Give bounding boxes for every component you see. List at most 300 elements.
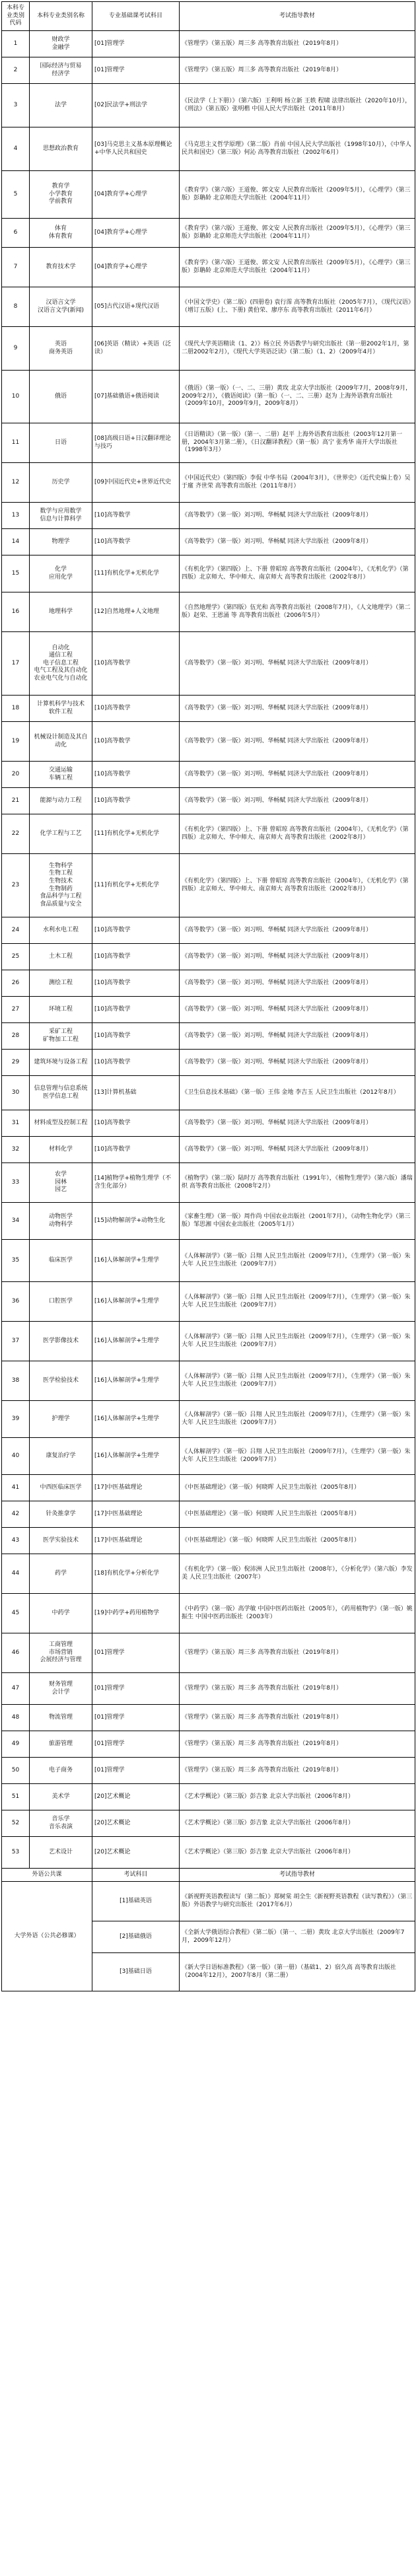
row-exam-subject: [01]管理学 — [92, 57, 180, 84]
row-major-names — [30, 762, 92, 788]
table-row — [2, 127, 415, 171]
row-major-names — [30, 1673, 92, 1705]
table-row — [2, 1438, 415, 1475]
major-name: 软件工程 — [48, 708, 73, 715]
major-name: 日语 — [54, 439, 67, 446]
major-name: 农学 — [54, 1171, 67, 1178]
row-major-names — [30, 1322, 92, 1361]
major-name: 康复治疗学 — [46, 1452, 76, 1459]
row-exam-subject: [04]教育学+心理学 — [92, 219, 180, 248]
major-name: 思想政治教育 — [42, 145, 79, 152]
major-name: 中西医临床医学 — [40, 1484, 82, 1491]
major-name: 应用化学 — [48, 573, 73, 581]
row-exam-subject: [10]高等数学 — [92, 1023, 180, 1050]
row-exam-subject: [11]有机化学+无机化学 — [92, 555, 180, 592]
row-exam-subject: [04]教育学+心理学 — [92, 171, 180, 219]
table-row — [2, 287, 415, 327]
row-major-names — [30, 127, 92, 171]
major-exam-table-body — [2, 31, 415, 1869]
major-name: 会计学 — [52, 1688, 70, 1696]
table-row — [2, 1361, 415, 1401]
table-row — [2, 463, 415, 503]
row-major-names — [30, 1837, 92, 1869]
row-major-names — [30, 1401, 92, 1438]
major-name: 动物医学 — [48, 1213, 73, 1220]
table-row — [2, 1240, 415, 1282]
row-code: 13 — [2, 503, 30, 529]
row-code: 6 — [2, 219, 30, 248]
table-row — [2, 1673, 415, 1705]
row-exam-materials: 《人体解剖学》（第一版）吕翔 人民卫生出版社（2009年7月），《生理学》（第一版）朱大年 人民卫生出版社（2009年7月） — [180, 1240, 415, 1282]
row-exam-materials: 《自然地理学》（第四版）伍光和 高等教育出版社（2008年7月），《人文地理学》（第二版）赵荣、王恩涌 等 高等教育出版社（2006年5月） — [180, 592, 415, 632]
table-row — [2, 632, 415, 696]
major-name: 食品科学与工程 — [40, 893, 82, 900]
row-code: 28 — [2, 1023, 30, 1050]
row-exam-subject: [01]管理学 — [92, 31, 180, 57]
public-exam-materials: 《新视野英语教程读写（第二版）》郑树棠 胡全生《新视野英语教程（读写教程）》（第三版）外语教学与研究出版社（2017年6月） — [180, 1882, 415, 1921]
row-major-names — [30, 1705, 92, 1731]
major-name: 机械设计制造及其自动化 — [34, 733, 88, 748]
row-exam-materials: 《教育学》（第六版）王道俊、郭文安 人民教育出版社（2009年5月），《心理学》（第三版）彭聃龄 北京师范大学出版社（2004年11月） — [180, 248, 415, 287]
row-exam-subject: [09]中国近代史+世界近代史 — [92, 463, 180, 503]
major-name: 经济学 — [52, 70, 70, 77]
major-name: 化学工程与工艺 — [40, 830, 82, 837]
major-name: 土木工程 — [48, 952, 73, 960]
row-code: 38 — [2, 1361, 30, 1401]
row-exam-subject: [18]有机化学+分析化学 — [92, 1554, 180, 1594]
public-header-subject: 考试科目 — [92, 1869, 180, 1882]
row-major-names — [30, 219, 92, 248]
row-major-names — [30, 1240, 92, 1282]
row-exam-subject: [11]有机化学+无机化学 — [92, 854, 180, 917]
major-name: 体育教育 — [48, 233, 73, 240]
table-row — [2, 327, 415, 371]
row-exam-materials: 《有机化学》（第四版）上、下册 曾昭琼 高等教育出版社（2004年），《无机化学》（第四版）北京师大、华中师大、南京师大 高等教育出版社（2002年8月） — [180, 854, 415, 917]
row-major-names — [30, 1023, 92, 1050]
table-row — [2, 529, 415, 555]
row-exam-subject: [12]自然地理+人文地理 — [92, 592, 180, 632]
row-exam-subject: [01]管理学 — [92, 1633, 180, 1673]
row-exam-materials: 《管理学》（第五版）周三多 高等教育出版社（2019年8月） — [180, 31, 415, 57]
table-row — [2, 171, 415, 219]
major-name: 数学与应用数学 — [40, 507, 82, 515]
row-exam-subject: [11]有机化学+无机化学 — [92, 814, 180, 854]
public-header-row — [2, 1869, 415, 1882]
row-major-names — [30, 171, 92, 219]
row-exam-subject: [16]人体解剖学+生理学 — [92, 1282, 180, 1322]
row-major-names — [30, 917, 92, 944]
table-row — [2, 1023, 415, 1050]
major-name: 能源与动力工程 — [40, 797, 82, 804]
row-exam-subject: [02]民法学+刑法学 — [92, 84, 180, 127]
row-code: 4 — [2, 127, 30, 171]
row-major-names — [30, 1050, 92, 1076]
row-exam-materials: 《现代大学英语精读（1、2）》杨立民 外语教学与研究出版社（第一册2002年1月，第二册2002年2月），《现代大学英语泛读》（第二版）（1、2）（2009年4月） — [180, 327, 415, 371]
row-exam-materials: 《中国近代史》（第四版）李侃 中华书局（2004年3月），《世界史》（近代史编上卷）吴于廑 齐世荣 高等教育出版社（2011年8月） — [180, 463, 415, 503]
table-row — [2, 1633, 415, 1673]
major-name: 财政学 — [52, 36, 70, 43]
row-major-names — [30, 555, 92, 592]
major-name: 针灸推拿学 — [46, 1510, 76, 1517]
row-code: 20 — [2, 762, 30, 788]
row-exam-subject: [20]艺术概论 — [92, 1810, 180, 1837]
row-exam-subject: [17]中医基础理论 — [92, 1501, 180, 1528]
row-major-names — [30, 997, 92, 1023]
table-row — [2, 219, 415, 248]
row-exam-subject: [08]高级日语+日汉翻译理论与技巧 — [92, 423, 180, 463]
row-major-names — [30, 722, 92, 762]
row-exam-subject: [15]动物解剖学+动物生化 — [92, 1203, 180, 1240]
row-major-names — [30, 1784, 92, 1810]
row-code: 41 — [2, 1475, 30, 1501]
row-exam-materials: 《高等数学》（第一版）刘习明、华畅赋 同济大学出版社（2009年8月） — [180, 529, 415, 555]
table-row — [2, 592, 415, 632]
public-course-table-body — [2, 1869, 415, 1991]
row-exam-materials: 《人体解剖学》（第一版）吕翔 人民卫生出版社（2009年7月），《生理学》（第一版）朱大年 人民卫生出版社（2009年7月） — [180, 1322, 415, 1361]
table-row — [2, 1554, 415, 1594]
row-code: 25 — [2, 944, 30, 970]
table-row — [2, 423, 415, 463]
header-exam-subject: 专业基础课考试科目 — [92, 2, 180, 31]
row-major-names — [30, 503, 92, 529]
major-name: 汉语言文学 — [46, 299, 76, 306]
major-name: 医学实验技术 — [42, 1536, 79, 1544]
table-row — [2, 1322, 415, 1361]
row-major-names — [30, 1633, 92, 1673]
row-major-names — [30, 1731, 92, 1758]
row-code: 26 — [2, 970, 30, 997]
row-exam-subject: [13]计算机基础 — [92, 1076, 180, 1110]
major-name: 园林 — [54, 1178, 67, 1186]
major-name: 英语 — [54, 340, 67, 347]
major-name: 矿物加工工程 — [42, 1036, 79, 1043]
major-name: 化学 — [54, 565, 67, 573]
row-exam-subject: [10]高等数学 — [92, 696, 180, 722]
major-name: 通信工程 — [48, 652, 73, 659]
row-major-names — [30, 1282, 92, 1322]
row-major-names — [30, 31, 92, 57]
public-exam-subject: [1]基础英语 — [92, 1882, 180, 1921]
row-exam-materials: 《人体解剖学》（第一版）吕翔 人民卫生出版社（2009年7月），《生理学》（第一版）朱大年 人民卫生出版社（2009年7月） — [180, 1401, 415, 1438]
major-name: 信息与计算科学 — [40, 515, 82, 522]
table-row — [2, 1594, 415, 1633]
row-exam-subject: [10]高等数学 — [92, 917, 180, 944]
row-code: 12 — [2, 463, 30, 503]
row-code: 31 — [2, 1110, 30, 1137]
row-exam-subject: [07]基础俄语+俄语阅读 — [92, 371, 180, 423]
header-category-code: 本科专业类别代码 — [2, 2, 30, 31]
row-major-names — [30, 696, 92, 722]
row-code: 19 — [2, 722, 30, 762]
major-name: 物理学 — [52, 538, 70, 545]
row-exam-subject: [20]艺术概论 — [92, 1837, 180, 1869]
row-code: 51 — [2, 1784, 30, 1810]
row-exam-materials: 《艺术学概论》（第三版）彭吉象 北京大学出版社（2006年8月） — [180, 1837, 415, 1869]
row-major-names — [30, 1501, 92, 1528]
row-exam-materials: 《家畜生理》（第一版）周作尚 中国农业出版社（2001年7月），《动物生物化学》（第三版）邹思湘 中国农业出版社（2005年1月） — [180, 1203, 415, 1240]
row-exam-materials: 《中医基础理论》（第一版）何晓晖 人民卫生出版社（2005年8月） — [180, 1475, 415, 1501]
row-code: 7 — [2, 248, 30, 287]
public-exam-subject: [2]基础俄语 — [92, 1921, 180, 1953]
row-code: 16 — [2, 592, 30, 632]
row-exam-materials: 《高等数学》（第一版）刘习明、华畅赋 同济大学出版社（2009年8月） — [180, 917, 415, 944]
row-code: 27 — [2, 997, 30, 1023]
major-name: 体育 — [54, 225, 67, 232]
major-name: 旅游管理 — [48, 1740, 73, 1747]
row-major-names — [30, 423, 92, 463]
major-name: 商务英语 — [48, 348, 73, 355]
row-code: 49 — [2, 1731, 30, 1758]
table-row — [2, 1705, 415, 1731]
public-exam-materials: 《全新大学俄语综合教程》（第二版）（第一、二册）黄玫 北京大学出版社（2009年7月，2009年12月） — [180, 1921, 415, 1953]
row-exam-materials: 《高等数学》（第一版）刘习明、华畅赋 同济大学出版社（2009年8月） — [180, 696, 415, 722]
table-row — [2, 1401, 415, 1438]
major-name: 车辆工程 — [48, 774, 73, 781]
table-row — [2, 1501, 415, 1528]
row-major-names — [30, 463, 92, 503]
row-major-names — [30, 788, 92, 814]
row-exam-materials: 《高等数学》（第一版）刘习明、华畅赋 同济大学出版社（2009年8月） — [180, 997, 415, 1023]
row-code: 1 — [2, 31, 30, 57]
row-exam-materials: 《日语精读》（第一版）（第一、二册）赵平 上海外语教育出版社（2003年12月第一册，2004年3月第二册），《日汉翻译教程》（第一版）高宁 张秀华 南开大学出版社（1998年3月） — [180, 423, 415, 463]
row-exam-materials: 《艺术学概论》（第三版）彭吉象 北京大学出版社（2006年8月） — [180, 1784, 415, 1810]
row-code: 37 — [2, 1322, 30, 1361]
row-exam-subject: [10]高等数学 — [92, 722, 180, 762]
major-name: 财务管理 — [48, 1680, 73, 1688]
row-major-names — [30, 970, 92, 997]
row-exam-subject: [14]植物学+植物生理学（不含生化部分） — [92, 1163, 180, 1203]
row-exam-materials: 《教育学》（第六版）王道俊、郭文安 人民教育出版社（2009年5月），《心理学》（第三版）彭聃龄 北京师范大学出版社（2004年11月） — [180, 219, 415, 248]
row-exam-materials: 《高等数学》（第一版）刘习明、华畅赋 同济大学出版社（2009年8月） — [180, 1023, 415, 1050]
row-exam-subject: [01]管理学 — [92, 1673, 180, 1705]
table-row — [2, 555, 415, 592]
row-code: 2 — [2, 57, 30, 84]
row-exam-materials: 《高等数学》（第一版）刘习明、华畅赋 同济大学出版社（2009年8月） — [180, 722, 415, 762]
major-name: 电气工程及其自动化 — [34, 667, 88, 674]
table-row — [2, 31, 415, 57]
major-name: 环境工程 — [48, 1005, 73, 1013]
major-name: 市场营销 — [48, 1649, 73, 1656]
table-row — [2, 762, 415, 788]
row-exam-subject: [04]教育学+心理学 — [92, 248, 180, 287]
public-group-label: 大学外语（公共必修课） — [2, 1882, 92, 1991]
row-major-names — [30, 1203, 92, 1240]
row-major-names — [30, 1475, 92, 1501]
major-name: 水利水电工程 — [42, 926, 79, 933]
table-row — [2, 1784, 415, 1810]
row-exam-subject: [10]高等数学 — [92, 762, 180, 788]
row-code: 11 — [2, 423, 30, 463]
major-name: 医学信息工程 — [42, 1092, 79, 1100]
row-exam-subject: [17]中医基础理论 — [92, 1475, 180, 1501]
row-exam-materials: 《俄语》（第一版）（一、二、三册）黄玫 北京大学出版社（2009年7月，2008年9月，2009年2月），《俄语阅读》（第一版）（一、二、三册）赵为 上海外语教育出版社（2009年10月，2009年9月，2009年8月） — [180, 371, 415, 423]
row-exam-materials: 《高等数学》（第一版）刘习明、华畅赋 同济大学出版社（2009年8月） — [180, 1137, 415, 1163]
table-row — [2, 1758, 415, 1784]
major-name: 农业电气化与自动化 — [34, 674, 88, 682]
row-exam-materials: 《管理学》（第五版）周三多 高等教育出版社（2019年8月） — [180, 1633, 415, 1673]
table-row — [2, 1076, 415, 1110]
table-row — [2, 997, 415, 1023]
row-exam-subject: [16]人体解剖学+生理学 — [92, 1438, 180, 1475]
row-exam-subject: [10]高等数学 — [92, 944, 180, 970]
major-name: 中药学 — [52, 1609, 70, 1616]
row-code: 45 — [2, 1594, 30, 1633]
document-page — [1, 1, 415, 2575]
row-code: 29 — [2, 1050, 30, 1076]
table-row — [2, 722, 415, 762]
row-major-names — [30, 1810, 92, 1837]
major-name: 口腔医学 — [48, 1297, 73, 1305]
row-exam-subject: [10]高等数学 — [92, 529, 180, 555]
row-exam-subject: [10]高等数学 — [92, 1050, 180, 1076]
row-exam-materials: 《教育学》（第六版）王道俊、郭文安 人民教育出版社（2009年5月），《心理学》（第三版）彭聃龄 北京师范大学出版社（2004年11月） — [180, 171, 415, 219]
row-exam-subject: [19]中药学+药用植物学 — [92, 1594, 180, 1633]
table-row — [2, 1137, 415, 1163]
row-major-names — [30, 57, 92, 84]
row-exam-materials: 《中医基础理论》（第一版）何晓晖 人民卫生出版社（2005年8月） — [180, 1528, 415, 1554]
public-row — [2, 1882, 415, 1921]
table-row — [2, 1163, 415, 1203]
major-name: 医学影像技术 — [42, 1337, 79, 1344]
row-code: 48 — [2, 1705, 30, 1731]
row-exam-materials: 《高等数学》（第一版）刘习明、华畅赋 同济大学出版社（2009年8月） — [180, 762, 415, 788]
table-row — [2, 917, 415, 944]
row-exam-materials: 《高等数学》（第一版）刘习明、华畅赋 同济大学出版社（2009年8月） — [180, 1050, 415, 1076]
row-exam-materials: 《马克思主义哲学原理》（第二版）肖前 中国人民大学出版社（1998年10月），《中华人民共和国史》（第三版）何沁 高等教育出版社（2002年6月） — [180, 127, 415, 171]
row-major-names — [30, 854, 92, 917]
major-name: 材料化学 — [48, 1145, 73, 1153]
major-name: 护理学 — [52, 1415, 70, 1422]
major-name: 采矿工程 — [48, 1028, 73, 1035]
row-exam-subject: [10]高等数学 — [92, 997, 180, 1023]
row-code: 22 — [2, 814, 30, 854]
major-name: 园艺 — [54, 1186, 67, 1194]
major-name: 临床医学 — [48, 1256, 73, 1264]
row-exam-subject: [20]艺术概论 — [92, 1784, 180, 1810]
major-name: 国际经济与贸易 — [40, 62, 82, 69]
major-name: 历史学 — [52, 478, 70, 485]
major-exam-table — [1, 1, 415, 1869]
row-major-names — [30, 592, 92, 632]
row-code: 44 — [2, 1554, 30, 1594]
row-exam-materials: 《民法学（上下册）》（第六版）王利明 杨立新 王轶 程啸 法律出版社（2020年10月），《刑法》（第五版）张明楷 中国人民大学出版社（2011年8月） — [180, 84, 415, 127]
row-exam-subject: [10]高等数学 — [92, 970, 180, 997]
row-code: 50 — [2, 1758, 30, 1784]
major-name: 生物科学 — [48, 862, 73, 869]
row-code: 46 — [2, 1633, 30, 1673]
row-code: 18 — [2, 696, 30, 722]
row-exam-materials: 《管理学》（第五版）周三多 高等教育出版社（2019年8月） — [180, 1758, 415, 1784]
row-major-names — [30, 1076, 92, 1110]
row-exam-materials: 《有机化学》（第四版）上、下册 曾昭琼 高等教育出版社（2004年），《无机化学》（第四版）北京师大、华中师大、南京师大 高等教育出版社（2002年8月） — [180, 814, 415, 854]
row-exam-subject: [10]高等数学 — [92, 1110, 180, 1137]
table-row — [2, 1050, 415, 1076]
table-row — [2, 970, 415, 997]
row-major-names — [30, 814, 92, 854]
row-code: 34 — [2, 1203, 30, 1240]
table-row — [2, 1282, 415, 1322]
row-exam-materials: 《有机化学》（第四版）上、下册 曾昭琼 高等教育出版社（2004年），《无机化学》（第四版）北京师大、华中师大、南京师大 高等教育出版社（2002年8月） — [180, 555, 415, 592]
table-row — [2, 1810, 415, 1837]
table-row — [2, 1528, 415, 1554]
table-row — [2, 944, 415, 970]
row-exam-materials: 《管理学》（第五版）周三多 高等教育出版社（2019年8月） — [180, 57, 415, 84]
row-code: 8 — [2, 287, 30, 327]
row-code: 35 — [2, 1240, 30, 1282]
table-row — [2, 1203, 415, 1240]
major-name: 小学教育 — [48, 190, 73, 197]
row-exam-subject: [06]英语（精读）+英语（泛读） — [92, 327, 180, 371]
row-code: 14 — [2, 529, 30, 555]
row-major-names — [30, 529, 92, 555]
row-exam-materials: 《高等数学》（第一版）刘习明、华畅赋 同济大学出版社（2009年8月） — [180, 1110, 415, 1137]
public-course-table — [1, 1868, 415, 1991]
major-name: 测绘工程 — [48, 979, 73, 986]
table-row — [2, 814, 415, 854]
row-code: 33 — [2, 1163, 30, 1203]
table-row — [2, 1731, 415, 1758]
major-name: 教育技术学 — [46, 263, 76, 270]
row-exam-materials: 《管理学》（第五版）周三多 高等教育出版社（2019年8月） — [180, 1731, 415, 1758]
row-major-names — [30, 1163, 92, 1203]
row-code: 53 — [2, 1837, 30, 1869]
row-exam-materials: 《高等数学》（第一版）刘习明、华畅赋 同济大学出版社（2009年8月） — [180, 788, 415, 814]
row-code: 9 — [2, 327, 30, 371]
major-name: 生物工程 — [48, 870, 73, 877]
major-name: 教育学 — [52, 183, 70, 190]
row-code: 5 — [2, 171, 30, 219]
row-code: 42 — [2, 1501, 30, 1528]
major-name: 医学检验技术 — [42, 1377, 79, 1384]
row-exam-subject: [16]人体解剖学+生理学 — [92, 1401, 180, 1438]
row-exam-materials: 《管理学》（第五版）周三多 高等教育出版社（2019年8月） — [180, 1673, 415, 1705]
major-name: 食品质量与安全 — [40, 900, 82, 908]
row-major-names — [30, 327, 92, 371]
row-code: 52 — [2, 1810, 30, 1837]
major-name: 信息管理与信息系统 — [34, 1085, 88, 1092]
major-name: 建筑环境与设备工程 — [34, 1058, 88, 1065]
major-name: 动物科学 — [48, 1221, 73, 1228]
major-name: 美术学 — [52, 1793, 70, 1800]
table-row — [2, 1837, 415, 1869]
row-code: 15 — [2, 555, 30, 592]
table-row — [2, 1475, 415, 1501]
row-code: 43 — [2, 1528, 30, 1554]
row-code: 10 — [2, 371, 30, 423]
row-code: 3 — [2, 84, 30, 127]
row-major-names — [30, 1110, 92, 1137]
table-row — [2, 371, 415, 423]
table-row — [2, 57, 415, 84]
row-major-names — [30, 1594, 92, 1633]
row-exam-materials: 《高等数学》（第一版）刘习明、华畅赋 同济大学出版社（2009年8月） — [180, 632, 415, 696]
header-exam-materials: 考试指导教材 — [180, 2, 415, 31]
row-exam-materials: 《人体解剖学》（第一版）吕翔 人民卫生出版社（2009年7月），《生理学》（第一版）朱大年 人民卫生出版社（2009年7月） — [180, 1282, 415, 1322]
major-name: 艺术设计 — [48, 1848, 73, 1855]
row-code: 40 — [2, 1438, 30, 1475]
row-exam-materials: 《中医基础理论》（第一版）何晓晖 人民卫生出版社（2005年8月） — [180, 1501, 415, 1528]
major-name: 物流管理 — [48, 1713, 73, 1721]
major-name: 自动化 — [52, 644, 70, 651]
major-name: 会展经济与管理 — [40, 1657, 82, 1664]
row-exam-subject: [01]管理学 — [92, 1705, 180, 1731]
table-row — [2, 1110, 415, 1137]
row-code: 30 — [2, 1076, 30, 1110]
row-exam-subject: [10]高等数学 — [92, 632, 180, 696]
row-major-names — [30, 1758, 92, 1784]
major-name: 计算机科学与技术 — [36, 700, 85, 707]
row-exam-materials: 《中药学》（第一版）高学敏 中国中医药出版社（2005年），《药用植物学》（第一版）姚振生 中国中医药出版社（2003年） — [180, 1594, 415, 1633]
